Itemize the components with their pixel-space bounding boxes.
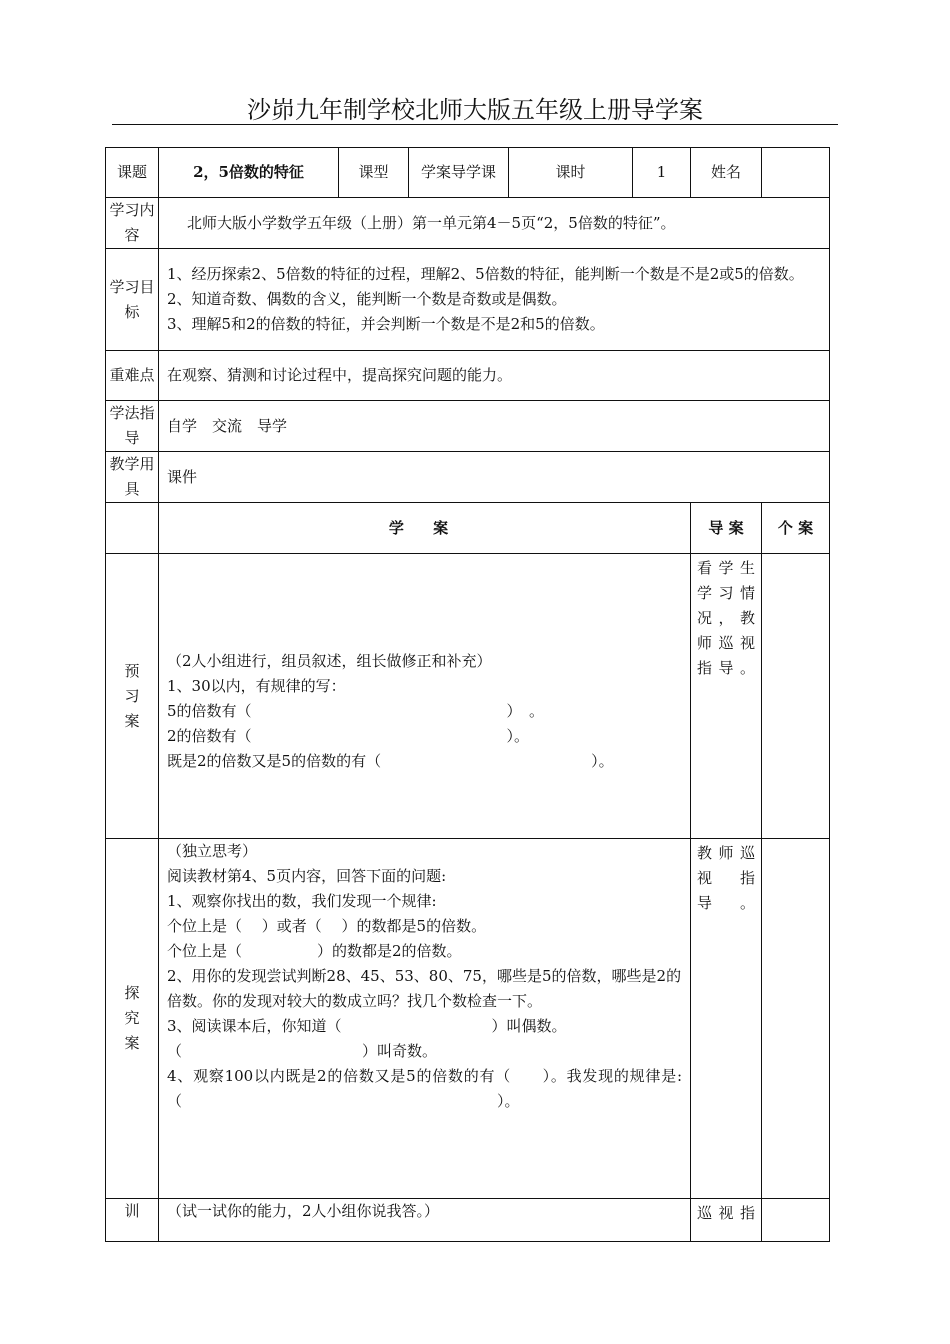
explore-content [159,839,691,1199]
difficulty-text: 在观察、猜测和讨论过程中，提高探究问题的能力。 [159,351,830,401]
goal-item: 1、经历探索2、5倍数的特征的过程，理解2、5倍数的特征，能判断一个数是不是2或5的倍数。 [167,265,804,283]
content-label: 学习内容 [106,198,159,249]
explore-line: 个位上是（ ）或者（ ）的数都是5的倍数。 [167,917,487,935]
explore-personal [762,839,830,1199]
keshi-label: 课时 [509,148,633,198]
explore-line: （独立思考） [167,842,258,860]
goals-row [106,249,830,351]
goal-item: 2、知道奇数、偶数的含义，能判断一个数是奇数或是偶数。 [167,290,567,308]
preview-line: 1、30以内，有规律的写： [167,676,346,695]
preview-label: 预习案 [106,554,159,839]
preview-line: 既是2的倍数又是5的倍数的有（ ）。 [167,751,614,770]
tools-text: 课件 [159,452,830,503]
difficulty-label: 重难点 [106,351,159,401]
method-label: 学法指导 [106,401,159,452]
training-guide: 巡视指 [691,1199,762,1242]
gean-header: 个 案 [762,503,830,554]
blank-header-cell [106,503,159,554]
info-row [106,148,830,198]
goal-item: 3、理解5和2的倍数的特征，并会判断一个数是不是2和5的倍数。 [167,315,605,333]
keti-value: 2，5倍数的特征 [159,148,339,198]
preview-line: 5的倍数有（ ） 。 [167,701,545,720]
page-title: 沙峁九年制学校北师大版五年级上册导学案 [247,96,703,124]
explore-line: （ ）叫奇数。 [167,1042,438,1060]
preview-guide: 看学生学习情况，教师巡视指导。 [691,554,762,839]
content-row [106,198,830,249]
method-row [106,401,830,452]
keti-label: 课题 [106,148,159,198]
explore-guide: 教师巡视指导。 [691,839,762,1199]
content-text: 北师大版小学数学五年级（上册）第一单元第4－5页“2，5倍数的特征”。 [159,198,830,249]
explore-row [106,839,830,1199]
tools-label: 教学用具 [106,452,159,503]
lesson-plan-table [105,147,830,1242]
xuean-header: 学 案 [159,503,691,554]
preview-line: （2人小组进行，组员叙述，组长做修正和补充） [167,651,492,670]
preview-line: 2的倍数有（ ）。 [167,726,530,745]
preview-content [159,554,691,839]
preview-personal [762,554,830,839]
explore-line: 4、观察100以内既是2的倍数又是5的倍数的有（ ）。我发现的规律是:（ ）。 [167,1067,683,1110]
training-personal [762,1199,830,1242]
explore-line: 1、观察你找出的数，我们发现一个规律: [167,892,437,910]
kexing-value: 学案导学课 [409,148,509,198]
explore-line: 个位上是（ ）的数都是2的倍数。 [167,942,462,960]
preview-row [106,554,830,839]
keshi-value: 1 [633,148,691,198]
kexing-label: 课型 [339,148,409,198]
xingming-value[interactable] [762,148,830,198]
training-text: （试一试你的能力，2人小组你说我答。） [159,1199,691,1242]
tools-row [106,452,830,503]
explore-label: 探究案 [106,839,159,1199]
training-row [106,1199,830,1242]
title-underline [112,124,838,125]
column-header-row [106,503,830,554]
xingming-label: 姓名 [691,148,762,198]
training-label: 训 [106,1199,159,1242]
goals-label: 学习目标 [106,249,159,351]
daoan-header: 导 案 [691,503,762,554]
explore-line: 2、用你的发现尝试判断28、45、53、80、75，哪些是5的倍数，哪些是2的倍数。你的发现对较大的数成立吗？找几个数检查一下。 [167,967,682,1010]
explore-line: 阅读教材第4、5页内容，回答下面的问题: [167,867,447,885]
goals-text [159,249,830,351]
explore-line: 3、阅读课本后，你知道（ ）叫偶数。 [167,1017,567,1035]
method-text: 自学 交流 导学 [159,401,830,452]
difficulty-row [106,351,830,401]
